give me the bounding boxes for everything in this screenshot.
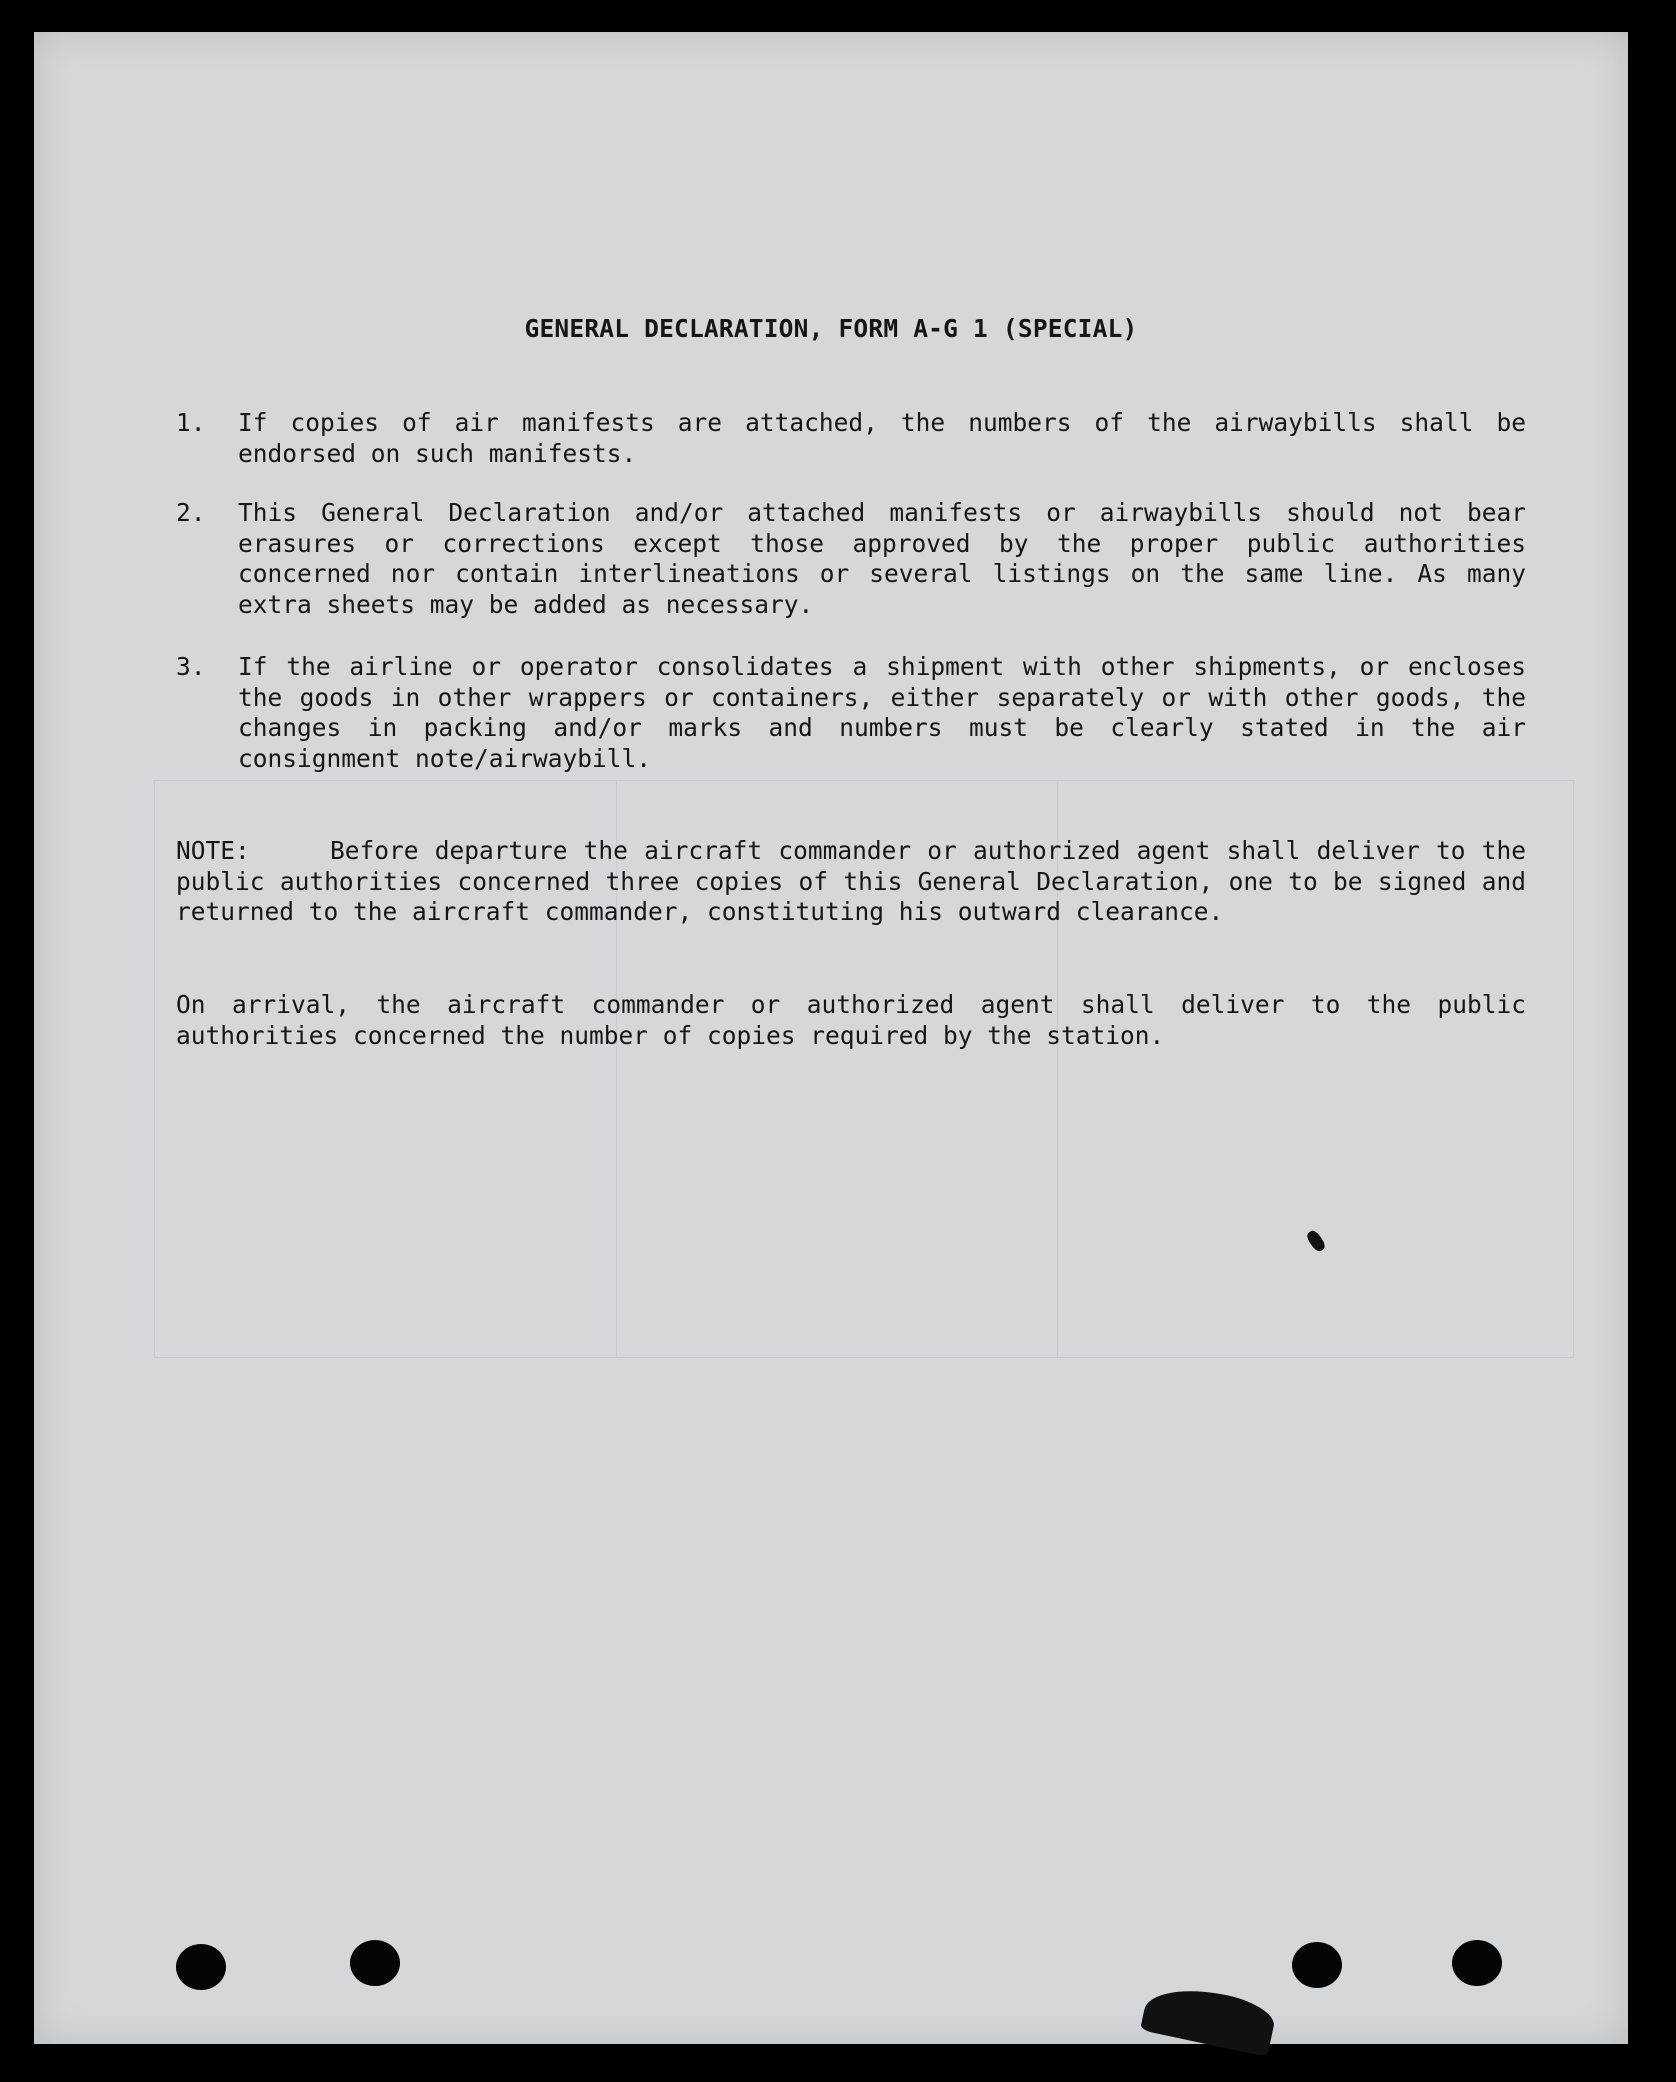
punch-hole-right-1 <box>1292 1942 1342 1988</box>
document-page <box>34 32 1628 2044</box>
list-item <box>176 408 1526 469</box>
note-paragraph <box>176 836 1526 928</box>
arrival-paragraph: On arrival, the aircraft commander or authorized agent shall deliver to the public authorities concerned the number of copies required by the station. <box>176 990 1526 1050</box>
punch-hole-left-2 <box>350 1940 400 1986</box>
punch-hole-right-2 <box>1452 1940 1502 1986</box>
list-item <box>176 652 1526 774</box>
item-number: 2. <box>176 498 206 527</box>
list-item <box>176 498 1526 620</box>
item-text: If the airline or operator consolidates a shipment with other shipments, or encloses the goods in other wrappers or containers, either separately or with other goods, the changes in packing and/or marks and numbers must be clearly stated in the air consignment note/airwaybill. <box>238 652 1526 773</box>
punch-hole-left-1 <box>176 1944 226 1990</box>
item-text: This General Declaration and/or attached manifests or airwaybills should not bear erasures or corrections except those approved by the proper public authorities concerned nor contain interlineations or several listings on the same line. As many extra sheets may be added as necessary. <box>238 498 1526 619</box>
note-text: Before departure the aircraft commander or authorized agent shall deliver to the public authorities concerned three copies of this General Declaration, one to be signed and returned to the aircraft commander, constituting his outward clearance. <box>176 836 1526 926</box>
item-number: 3. <box>176 652 206 681</box>
item-text: If copies of air manifests are attached, the numbers of the airwaybills shall be endorsed on such manifests. <box>238 408 1526 468</box>
note-label: NOTE: <box>176 836 250 865</box>
item-number: 1. <box>176 408 206 437</box>
document-body <box>34 32 1628 2044</box>
page-title: GENERAL DECLARATION, FORM A-G 1 (SPECIAL) <box>524 314 1138 343</box>
